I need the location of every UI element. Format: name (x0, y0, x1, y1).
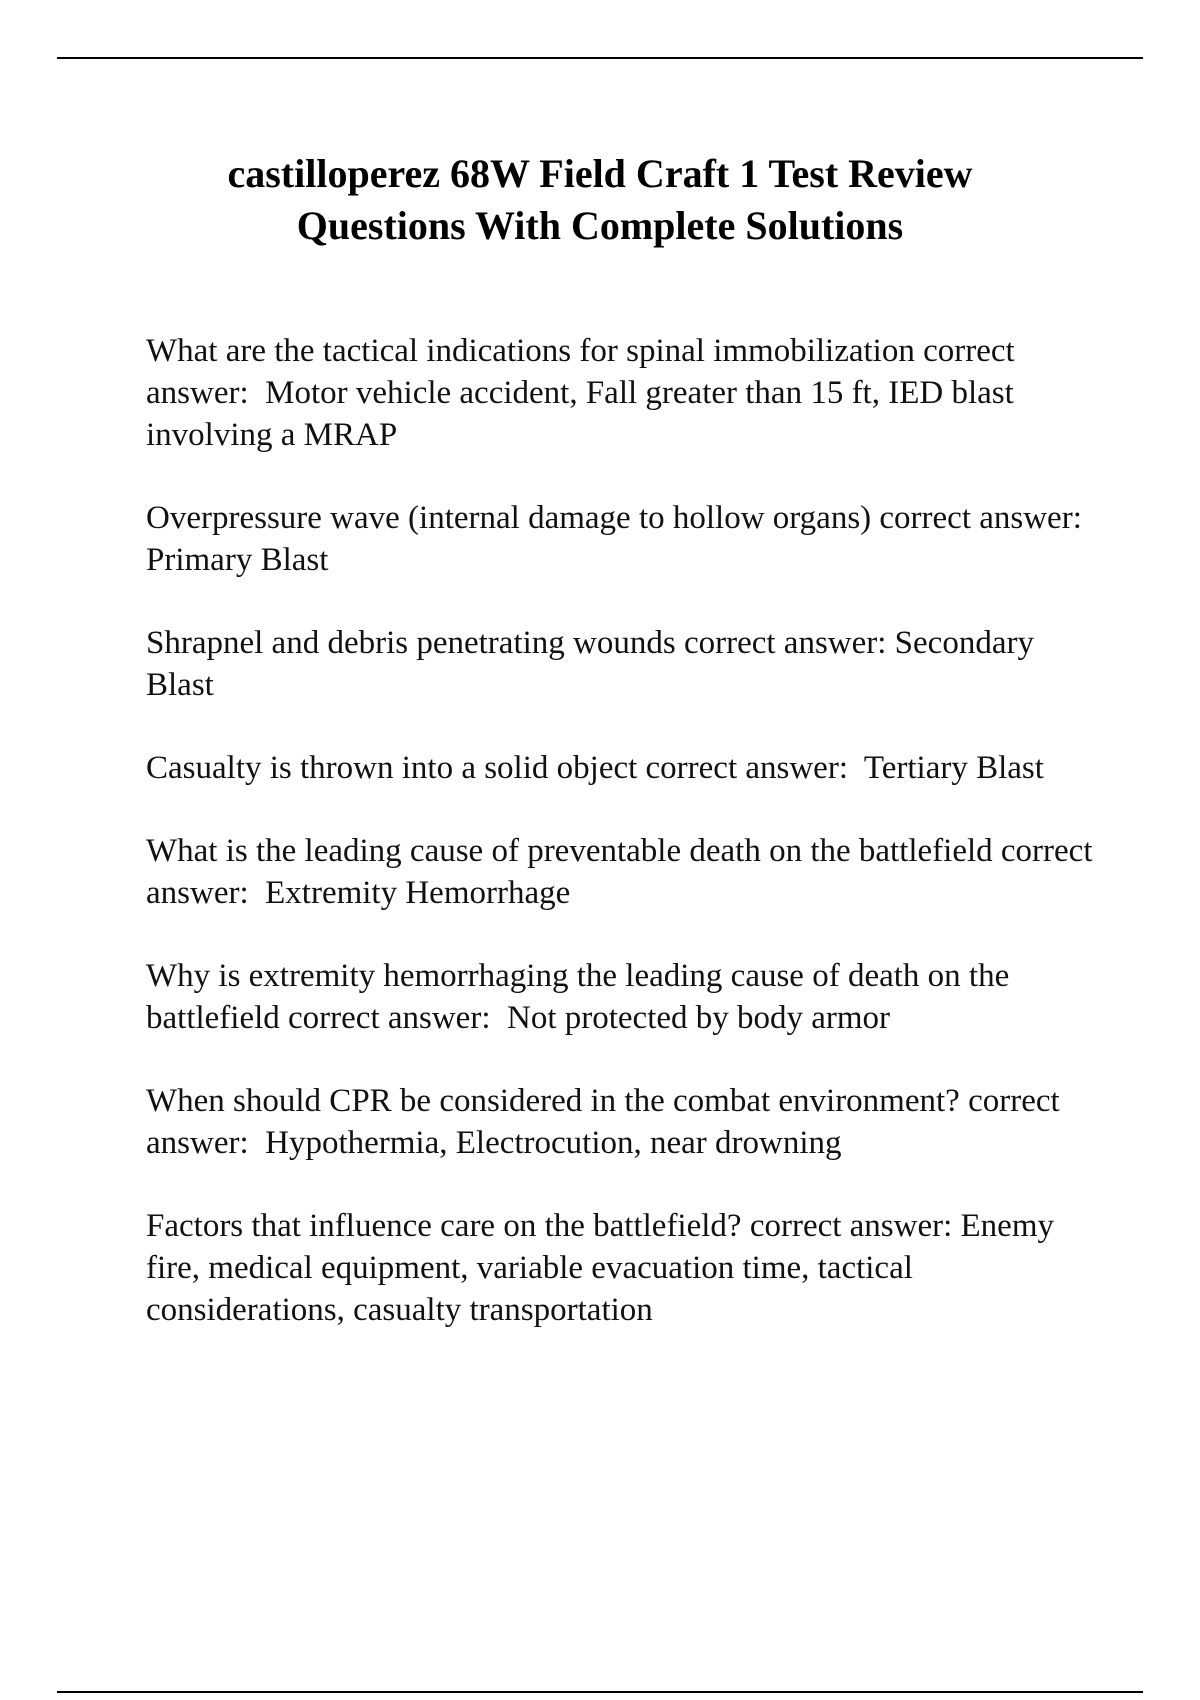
document-title (100, 148, 1100, 252)
question-item: Overpressure wave (internal damage to hollow organs) correct answer: Primary Blast (146, 500, 1099, 578)
question-item: When should CPR be considered in the combat environment? correct answer: Hypothermia, Electrocution, near drowning (146, 1083, 1068, 1161)
question-item: What are the tactical indications for spinal immobilization correct answer: Motor vehicle accident, Fall greater than 15 ft, IED blast involving a MRAP (146, 333, 1023, 453)
question-item: Why is extremity hemorrhaging the leading cause of death on the battlefield correct answer: Not protected by body armor (146, 958, 1018, 1036)
question-item: What is the leading cause of preventable death on the battlefield correct answer: Extremity Hemorrhage (146, 833, 1101, 911)
question-list (146, 330, 1101, 1372)
top-rule (57, 57, 1143, 59)
question-item: Casualty is thrown into a solid object correct answer: Tertiary Blast (146, 750, 1044, 786)
bottom-rule (57, 1691, 1143, 1693)
title-line-2: Questions With Complete Solutions (296, 203, 904, 248)
question-item: Shrapnel and debris penetrating wounds correct answer: Secondary Blast (146, 625, 1043, 703)
title-line-1: castilloperez 68W Field Craft 1 Test Review (227, 151, 973, 196)
question-item: Factors that influence care on the battlefield? correct answer: Enemy fire, medical equipment, variable evacuation time, tactical considerations, casualty transportation (146, 1208, 1063, 1328)
